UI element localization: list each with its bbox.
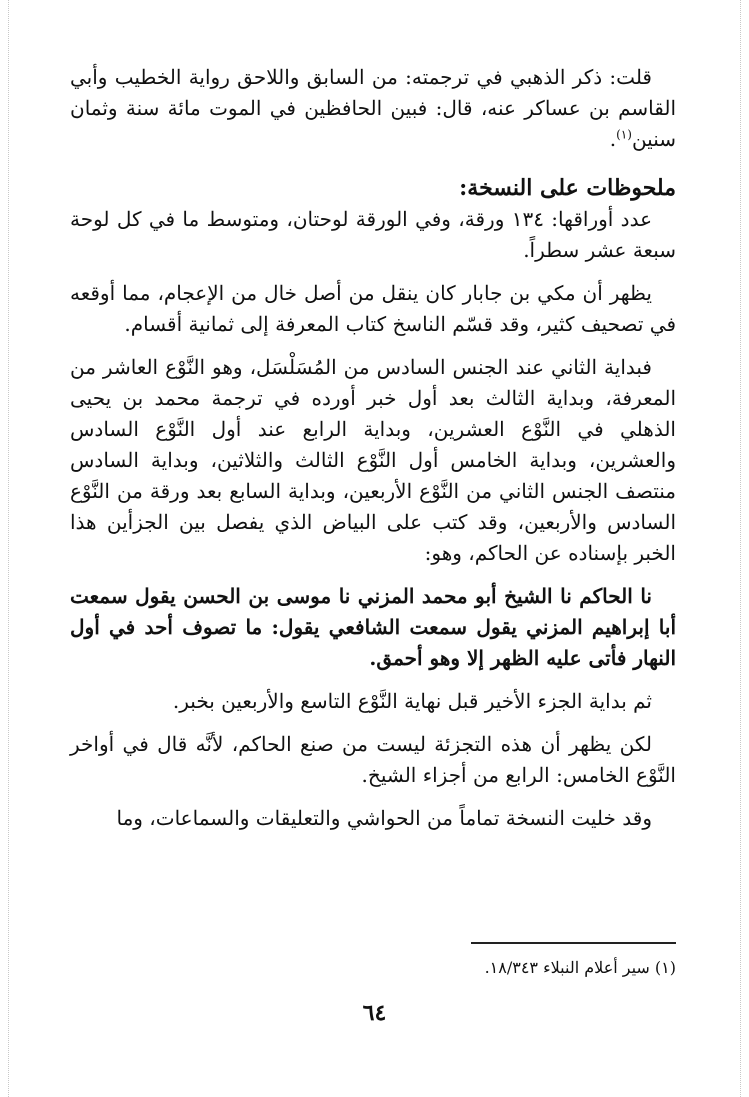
paragraph-dhahabi-quote	[70, 62, 676, 155]
footnote-divider	[471, 942, 676, 944]
paragraph-end: .	[609, 127, 617, 151]
scan-edge-left	[8, 0, 9, 1097]
paragraph-parts-division: فبداية الثاني عند الجنس السادس من المُسَلْسَل، وهو النَّوْع العاشر من المعرفة، وبداية الثالث بعد أول خبر أورده في ترجمة محمد بن يحيى الذهلي في النَّوْع العشرين، وبداية الرابع عند أول النَّوْع السادس والعشرين، وبداية الخامس أول النَّوْع الثالث والثلاثين، وبداية السادس منتصف الجنس الثاني من النَّوْع الأربعين، وبداية السابع بعد ورقة من النَّوْع السادس والأربعين، وقد كتب على البياض الذي يفصل بين الجزأين هذا الخبر بإسناده عن الحاكم، وهو:	[70, 355, 676, 565]
paragraph-copyist: يظهر أن مكي بن جابار كان ينقل من أصل خال من الإعجام، مما أوقعه في تصحيف كثير، وقد قسّم الناسخ كتاب المعرفة إلى ثمانية أقسام.	[70, 281, 676, 336]
paragraph-last-part: ثم بداية الجزء الأخير قبل نهاية النَّوْع التاسع والأربعين بخبر.	[172, 689, 652, 713]
paragraph-division-origin: لكن يظهر أن هذه التجزئة ليست من صنع الحاكم، لأنَّه قال في أواخر النَّوْع الخامس: الرابع من أجزاء الشيخ.	[70, 732, 676, 787]
section-heading: ملحوظات على النسخة:	[459, 175, 676, 201]
paragraph-no-annotations: وقد خليت النسخة تماماً من الحواشي والتعليقات والسماعات، وما	[116, 806, 652, 830]
page-body	[70, 62, 676, 834]
scan-edge-right	[740, 0, 741, 1097]
footnote-reference[interactable]: (١)	[616, 127, 632, 142]
paragraph-text: قلت: ذكر الذهبي في ترجمته: من السابق واللاحق رواية الخطيب وأبي القاسم بن عساكر عنه، قال: فبين الحافظين في الموت مائة سنة وثمان سنين	[70, 65, 676, 151]
footnote: (١) سير أعلام النبلاء ١٨/٣٤٣.	[484, 958, 676, 977]
paragraph-hadith-quote: نا الحاكم نا الشيخ أبو محمد المزني نا موسى بن الحسن يقول سمعت أبا إبراهيم المزني يقول سمعت الشافعي يقول: ما تصوف أحد في أول النهار فأتى عليه الظهر إلا وهو أحمق.	[70, 584, 676, 670]
page-number: ٦٤	[362, 1000, 387, 1026]
paragraph-leaf-count: عدد أوراقها: ١٣٤ ورقة، وفي الورقة لوحتان، ومتوسط ما في كل لوحة سبعة عشر سطراً.	[70, 207, 676, 262]
